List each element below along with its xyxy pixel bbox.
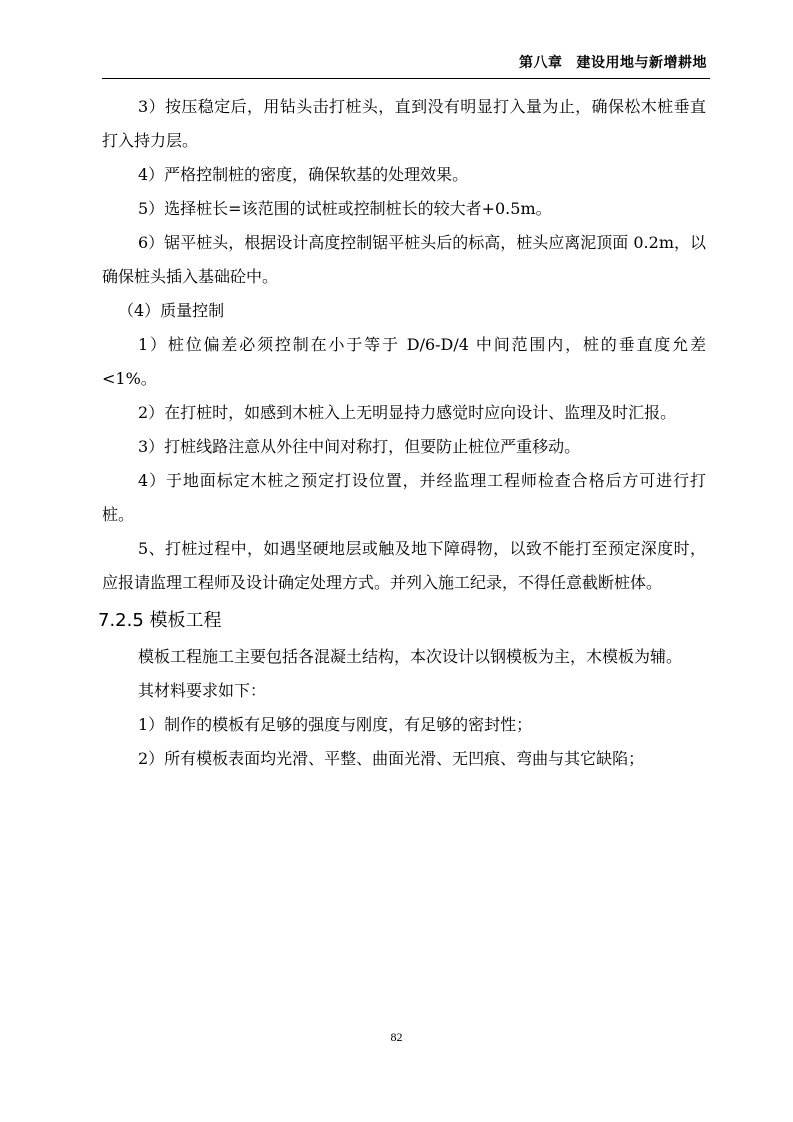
paragraph-step-4: 4）严格控制桩的密度，确保软基的处理效果。 xyxy=(138,165,469,184)
paragraph-quality-5: 5、打桩过程中，如遇坚硬地层或触及地下障碍物，以致不能打至预定深度时，应报请监理工程师及设计确定处理方式。并列入施工纪录，不得任意截断桩体。 xyxy=(102,539,706,592)
paragraph-step-6: 6）锯平桩头，根据设计高度控制锯平桩头后的标高，桩头应离泥顶面 0.2m，以确保桩头插入基础砼中。 xyxy=(102,233,706,286)
section-heading: 7.2.5 模板工程 xyxy=(98,610,222,631)
paragraph-requirement-1: 1）制作的模板有足够的强度与刚度，有足够的密封性； xyxy=(138,715,533,734)
header-rule xyxy=(102,78,710,79)
subheading-quality-control: （4）质量控制 xyxy=(118,301,225,320)
paragraph-step-5: 5）选择桩长=该范围的试桩或控制桩长的较大者+0.5m。 xyxy=(138,199,552,218)
paragraph-step-3: 3）按压稳定后，用钻头击打桩头，直到没有明显打入量为止，确保松木桩垂直打入持力层。 xyxy=(102,97,706,150)
paragraph-requirement-2: 2）所有模板表面均光滑、平整、曲面光滑、无凹痕、弯曲与其它缺陷； xyxy=(138,749,645,768)
paragraph-formwork-intro: 模板工程施工主要包括各混凝土结构，本次设计以钢模板为主，木模板为辅。 xyxy=(138,647,683,666)
paragraph-quality-4: 4）于地面标定木桩之预定打设位置，并经监理工程师检查合格后方可进行打桩。 xyxy=(102,471,706,524)
paragraph-material-requirements: 其材料要求如下： xyxy=(138,681,267,700)
page-body xyxy=(98,90,706,776)
header-chapter: 第八章 xyxy=(519,55,563,71)
paragraph-quality-3: 3）打桩线路注意从外往中间对称打，但要防止桩位严重移动。 xyxy=(138,437,581,456)
paragraph-quality-1: 1）桩位偏差必须控制在小于等于 D/6-D/4 中间范围内，桩的垂直度允差<1%。 xyxy=(102,335,706,388)
page-number: 82 xyxy=(390,1030,403,1044)
paragraph-quality-2: 2）在打桩时，如感到木桩入上无明显持力感觉时应向设计、监理及时汇报。 xyxy=(138,403,677,422)
running-header xyxy=(519,52,707,72)
header-section-title: 建设用地与新增耕地 xyxy=(576,55,707,71)
